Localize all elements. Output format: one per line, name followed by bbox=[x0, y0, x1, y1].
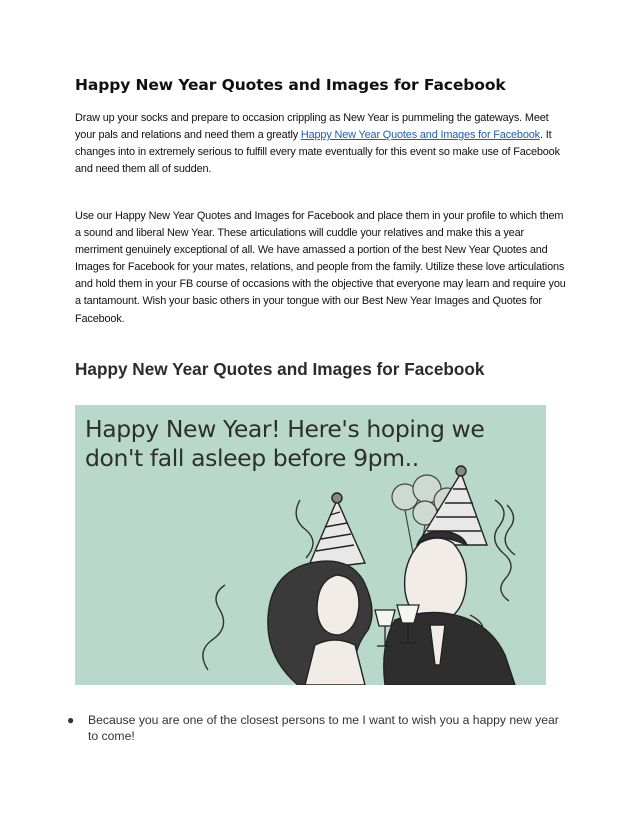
intro-text-end: . It changes into in extremely serious to fulfill every mate eventually for this event so make use of Facebook and need them all of sudden. bbox=[75, 129, 560, 176]
page-title: Happy New Year Quotes and Images for Facebook bbox=[75, 76, 506, 94]
quotes-link[interactable]: Happy New Year Quotes and Images for Facebook bbox=[300, 129, 540, 142]
intro-paragraph bbox=[75, 110, 570, 178]
ecard-caption: Happy New Year! Here's hoping we don't fall asleep before 9pm.. bbox=[85, 415, 485, 472]
ecard-illustration bbox=[75, 405, 546, 685]
intro-text-start: Draw up your socks and prepare to occasion crippling as New Year is pummeling the gateways. Meet your pals and relations and need them a greatly bbox=[75, 112, 549, 142]
woman-illustration bbox=[268, 561, 372, 685]
body-paragraph: Use our Happy New Year Quotes and Images for Facebook and place them in your profile to which them a sound and liberal New Year. These articulations will cuddle your relatives and make this a year merriment genuinely exceptional of all. We have amassed a portion of the best New Year Quotes and Images for Facebook for your mates, relations, and people from the family. Utilize these love articulations and hold them in your FB course of occasions with the objective that everyone may learn and require you a tantamount. Wish your basic others in your tongue with our Best New Year Images and Quotes for Facebook. bbox=[75, 210, 566, 325]
wishes-list bbox=[66, 713, 566, 744]
list-item bbox=[66, 713, 566, 744]
new-year-ecard-image bbox=[75, 405, 546, 685]
bullet-icon: ● bbox=[67, 713, 75, 727]
list-item-text: Because you are one of the closest persons to me I want to wish you a happy new year to come! bbox=[88, 713, 559, 743]
section-heading: Happy New Year Quotes and Images for Facebook bbox=[75, 359, 485, 379]
